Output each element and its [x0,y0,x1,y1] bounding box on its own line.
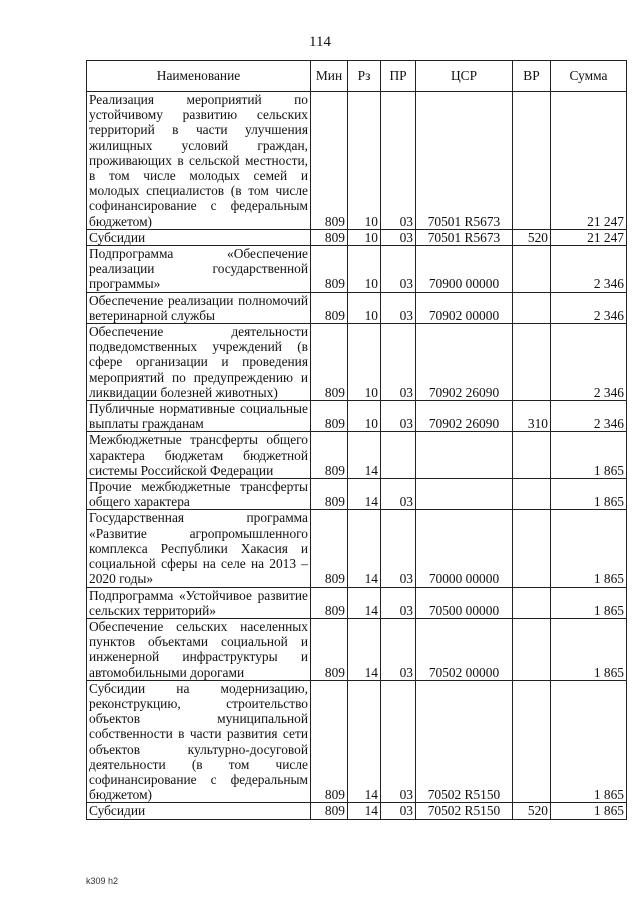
cell-pr: 03 [381,246,416,293]
cell-name: Подпрограмма «Устойчивое развитие сельских территорий» [87,587,311,618]
cell-sum: 2 346 [551,324,627,401]
cell-vr [513,324,551,401]
cell-csr: 70500 00000 [416,587,513,618]
cell-pr: 03 [381,401,416,432]
cell-pr: 03 [381,680,416,803]
cell-name: Субсидии на модернизацию, реконструкцию, строительство объектов муниципальной собственности в части развития сети объектов культурно-досуговой деятельности (в том числе софинансирование с федеральным бюджетом) [87,680,311,803]
header-csr: ЦСР [416,61,513,92]
table-row [87,479,627,510]
cell-rz: 10 [348,229,381,245]
cell-rz: 14 [348,587,381,618]
cell-sum: 1 865 [551,803,627,819]
cell-vr [513,92,551,230]
cell-sum: 1 865 [551,587,627,618]
cell-sum: 21 247 [551,92,627,230]
table-row [87,510,627,587]
cell-min: 809 [311,246,348,293]
cell-pr: 03 [381,92,416,230]
cell-csr: 70902 26090 [416,401,513,432]
cell-min: 809 [311,324,348,401]
header-name: Наименование [87,61,311,92]
cell-name: Обеспечение реализации полномочий ветеринарной службы [87,292,311,323]
cell-min: 809 [311,479,348,510]
cell-sum: 1 865 [551,680,627,803]
table-row [87,587,627,618]
cell-min: 809 [311,401,348,432]
cell-csr [416,432,513,479]
cell-rz: 14 [348,618,381,680]
table-row [87,803,627,819]
cell-name: Обеспечение деятельности подведомственных учреждений (в сфере организации и проведения мероприятий по предупреждению и ликвидации болезней животных) [87,324,311,401]
cell-min: 809 [311,92,348,230]
cell-name: Межбюджетные трансферты общего характера бюджетам бюджетной системы Российской Федерации [87,432,311,479]
cell-rz: 10 [348,401,381,432]
header-pr: ПР [381,61,416,92]
table-row [87,246,627,293]
cell-vr: 310 [513,401,551,432]
header-sum: Сумма [551,61,627,92]
cell-name: Публичные нормативные социальные выплаты гражданам [87,401,311,432]
cell-csr: 70502 R5150 [416,680,513,803]
cell-rz: 14 [348,680,381,803]
table-row [87,292,627,323]
table-body [87,92,627,820]
cell-name: Государственная программа «Развитие агропромышленного комплекса Республики Хакасия и социальной сферы на селе на 2013 – 2020 годы» [87,510,311,587]
cell-csr: 70501 R5673 [416,229,513,245]
cell-min: 809 [311,803,348,819]
cell-pr: 03 [381,292,416,323]
cell-rz: 10 [348,324,381,401]
cell-csr: 70501 R5673 [416,92,513,230]
cell-pr: 03 [381,324,416,401]
header-min: Мин [311,61,348,92]
table-row [87,401,627,432]
table-row [87,92,627,230]
cell-min: 809 [311,510,348,587]
cell-pr: 03 [381,587,416,618]
cell-vr [513,246,551,293]
cell-rz: 10 [348,292,381,323]
cell-sum: 1 865 [551,432,627,479]
cell-rz: 14 [348,803,381,819]
table-row [87,229,627,245]
footer-code: k309 h2 [86,876,119,886]
cell-pr: 03 [381,803,416,819]
cell-vr [513,680,551,803]
header-rz: Рз [348,61,381,92]
cell-rz: 14 [348,479,381,510]
cell-sum: 2 346 [551,401,627,432]
cell-name: Субсидии [87,803,311,819]
cell-csr: 70902 00000 [416,292,513,323]
cell-csr [416,479,513,510]
budget-table [86,60,627,820]
cell-vr [513,510,551,587]
cell-min: 809 [311,587,348,618]
cell-pr: 03 [381,229,416,245]
cell-vr: 520 [513,229,551,245]
table-row [87,618,627,680]
table-row [87,432,627,479]
cell-sum: 21 247 [551,229,627,245]
cell-name: Субсидии [87,229,311,245]
cell-sum: 2 346 [551,246,627,293]
header-vr: ВР [513,61,551,92]
cell-csr: 70000 00000 [416,510,513,587]
cell-vr [513,479,551,510]
cell-pr: 03 [381,510,416,587]
cell-vr [513,292,551,323]
cell-vr [513,618,551,680]
table-row [87,324,627,401]
cell-sum: 1 865 [551,618,627,680]
cell-csr: 70900 00000 [416,246,513,293]
cell-csr: 70502 00000 [416,618,513,680]
cell-rz: 14 [348,510,381,587]
cell-csr: 70502 R5150 [416,803,513,819]
cell-name: Реализация мероприятий по устойчивому развитию сельских территорий в части улучшения жилищных условий граждан, проживающих в сельской местности, в том числе молодых семей и молодых специалистов (в том числе софинансирование с федеральным бюджетом) [87,92,311,230]
cell-min: 809 [311,618,348,680]
cell-vr: 520 [513,803,551,819]
cell-vr [513,432,551,479]
cell-rz: 10 [348,246,381,293]
cell-pr: 03 [381,479,416,510]
cell-csr: 70902 26090 [416,324,513,401]
cell-min: 809 [311,229,348,245]
table-header-row [87,61,627,92]
cell-pr: 03 [381,618,416,680]
cell-min: 809 [311,292,348,323]
cell-sum: 1 865 [551,479,627,510]
cell-min: 809 [311,432,348,479]
cell-rz: 14 [348,432,381,479]
cell-name: Прочие межбюджетные трансферты общего характера [87,479,311,510]
cell-sum: 2 346 [551,292,627,323]
cell-pr [381,432,416,479]
page-number: 114 [309,34,331,50]
table-row [87,680,627,803]
cell-name: Обеспечение сельских населенных пунктов объектами социальной и инженерной инфраструктуры и автомобильными дорогами [87,618,311,680]
cell-min: 809 [311,680,348,803]
cell-sum: 1 865 [551,510,627,587]
cell-vr [513,587,551,618]
cell-name: Подпрограмма «Обеспечение реализации государственной программы» [87,246,311,293]
cell-rz: 10 [348,92,381,230]
